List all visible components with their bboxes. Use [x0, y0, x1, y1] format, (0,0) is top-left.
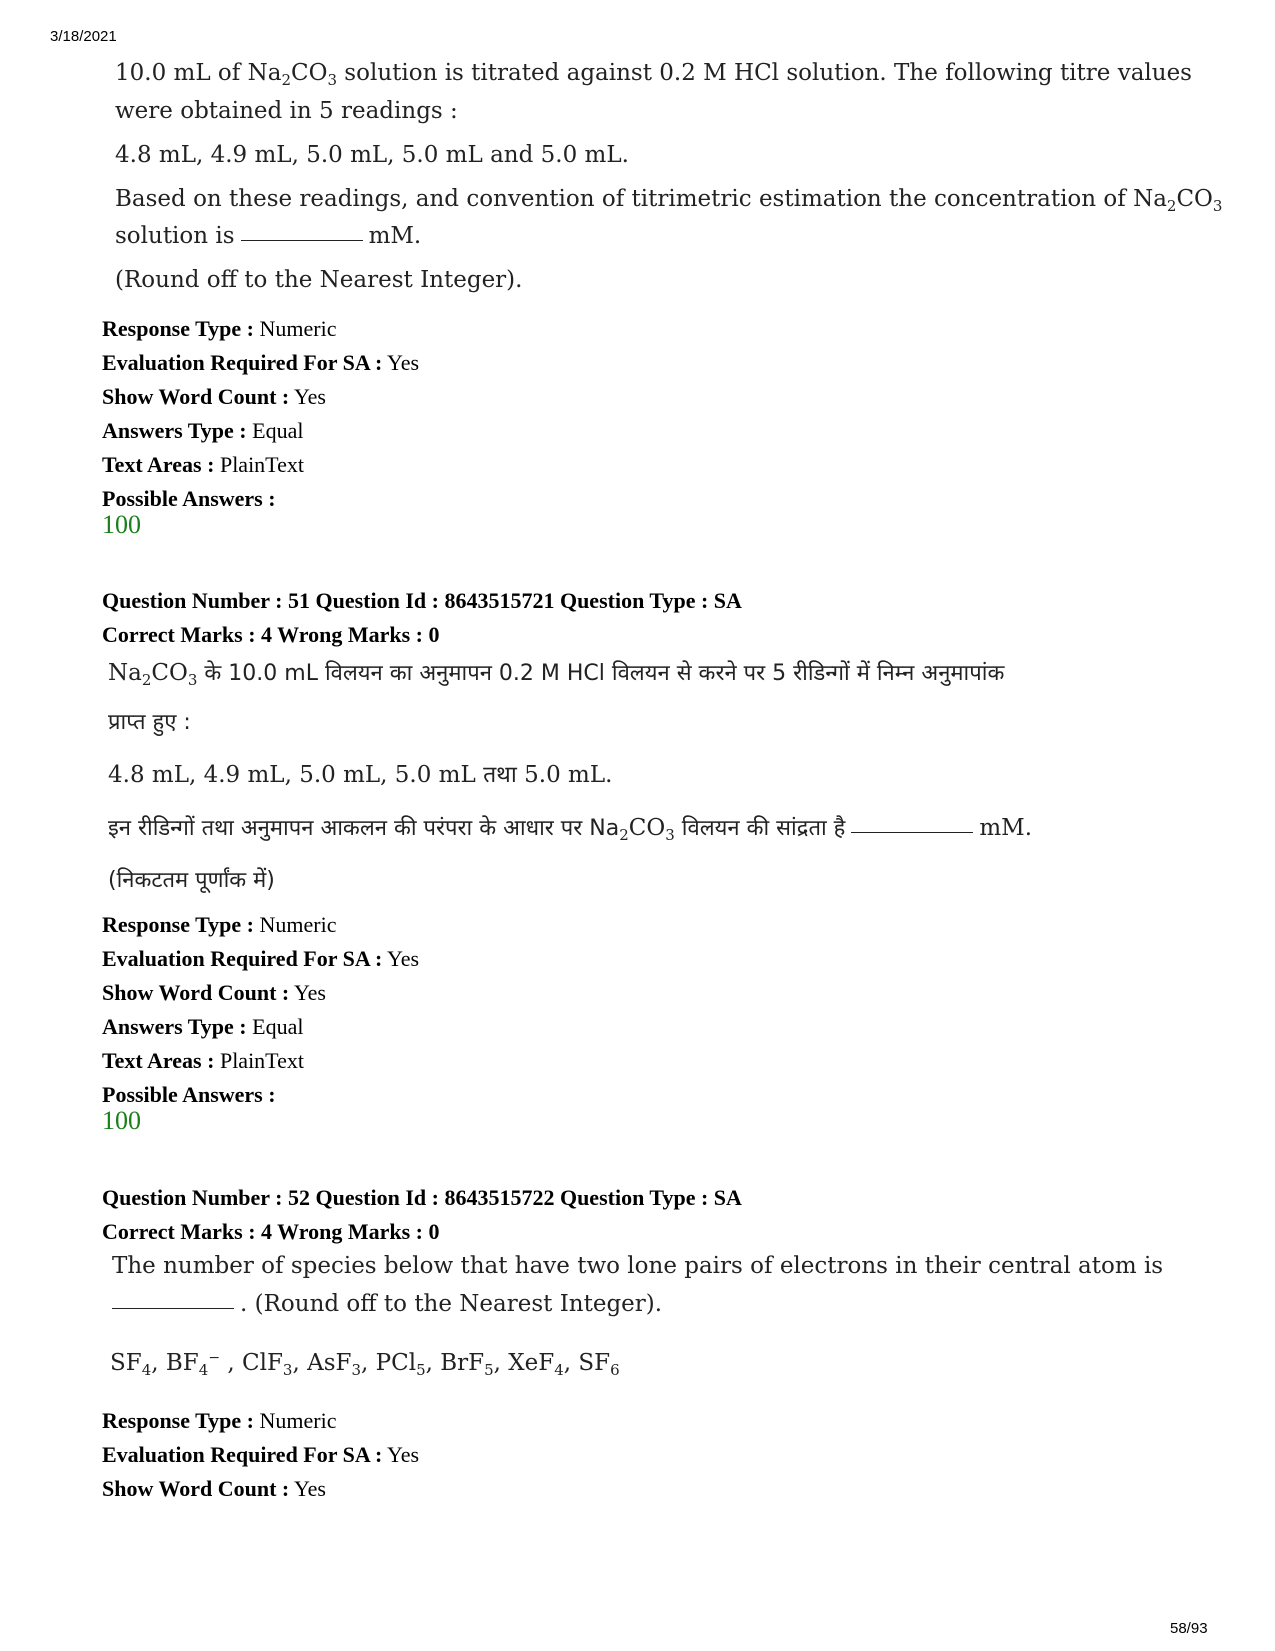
- page-number: 58/93: [1170, 1620, 1208, 1637]
- q52-species-list: $SF_4$, $BF_4^-$ , ClF$_3$, AsF$_3$, PCl$_5$, BrF$_5$, XeF$_4$, $SF_6$: [110, 1350, 620, 1379]
- answer-blank: [112, 1307, 234, 1309]
- q51-header: Question Number : 51 Question Id : 8643515721 Question Type : SA Correct Marks : 4 Wrong Marks : 0: [102, 588, 742, 647]
- answer-blank: [851, 831, 973, 833]
- q50-line-1: 10.0 mL of $Na_2CO_3$ solution is titrated against 0.2 M HCl solution. The following titre values: [115, 60, 1192, 89]
- q50-line-6: (Round off to the Nearest Integer).: [115, 267, 523, 293]
- q50-line-4: Based on these readings, and convention of titrimetric estimation the concentration of $Na_2CO_3$: [115, 186, 1223, 215]
- q50-answer: 100: [102, 510, 141, 539]
- q52-header: Question Number : 52 Question Id : 8643515722 Question Type : SA Correct Marks : 4 Wrong Marks : 0: [102, 1185, 742, 1244]
- q52-meta: Response Type : Numeric Evaluation Required For SA : Yes Show Word Count : Yes: [102, 1408, 420, 1501]
- q50-line-2: were obtained in 5 readings :: [115, 98, 458, 124]
- q51-line-1: $Na_2CO_3$ के 10.0 mL विलयन का अनुमापन 0.2 M HCl विलयन से करने पर 5 रीडिन्गों में निम्न अनुमापांक: [108, 660, 1005, 689]
- q50-meta: Response Type : Numeric Evaluation Required For SA : Yes Show Word Count : Yes Answers Type : Equal Text Areas : PlainText Possible Answers :: [102, 316, 420, 511]
- q51-line-4: इन रीडिन्गों तथा अनुमापन आकलन की परंपरा के आधार पर $Na_2CO_3$ विलयन की सांद्रता है mM.: [108, 815, 1033, 844]
- print-date: 3/18/2021: [50, 28, 117, 45]
- q51-line-3: 4.8 mL, 4.9 mL, 5.0 mL, 5.0 mL तथा 5.0 mL.: [108, 762, 613, 788]
- answer-blank: [241, 239, 363, 241]
- q52-line-2: . (Round off to the Nearest Integer).: [112, 1291, 662, 1319]
- q51-line-2: प्राप्त हुए :: [108, 710, 191, 735]
- q51-line-5: (निकटतम पूर्णांक में): [108, 868, 275, 893]
- q52-line-1: The number of species below that have two lone pairs of electrons in their central atom is: [112, 1253, 1164, 1279]
- q51-meta: Response Type : Numeric Evaluation Required For SA : Yes Show Word Count : Yes Answers Type : Equal Text Areas : PlainText Possible Answers :: [102, 912, 420, 1107]
- q50-line-5: solution is mM.: [115, 223, 422, 249]
- q50-line-3: 4.8 mL, 4.9 mL, 5.0 mL, 5.0 mL and 5.0 mL.: [115, 142, 629, 168]
- q51-answer: 100: [102, 1106, 141, 1135]
